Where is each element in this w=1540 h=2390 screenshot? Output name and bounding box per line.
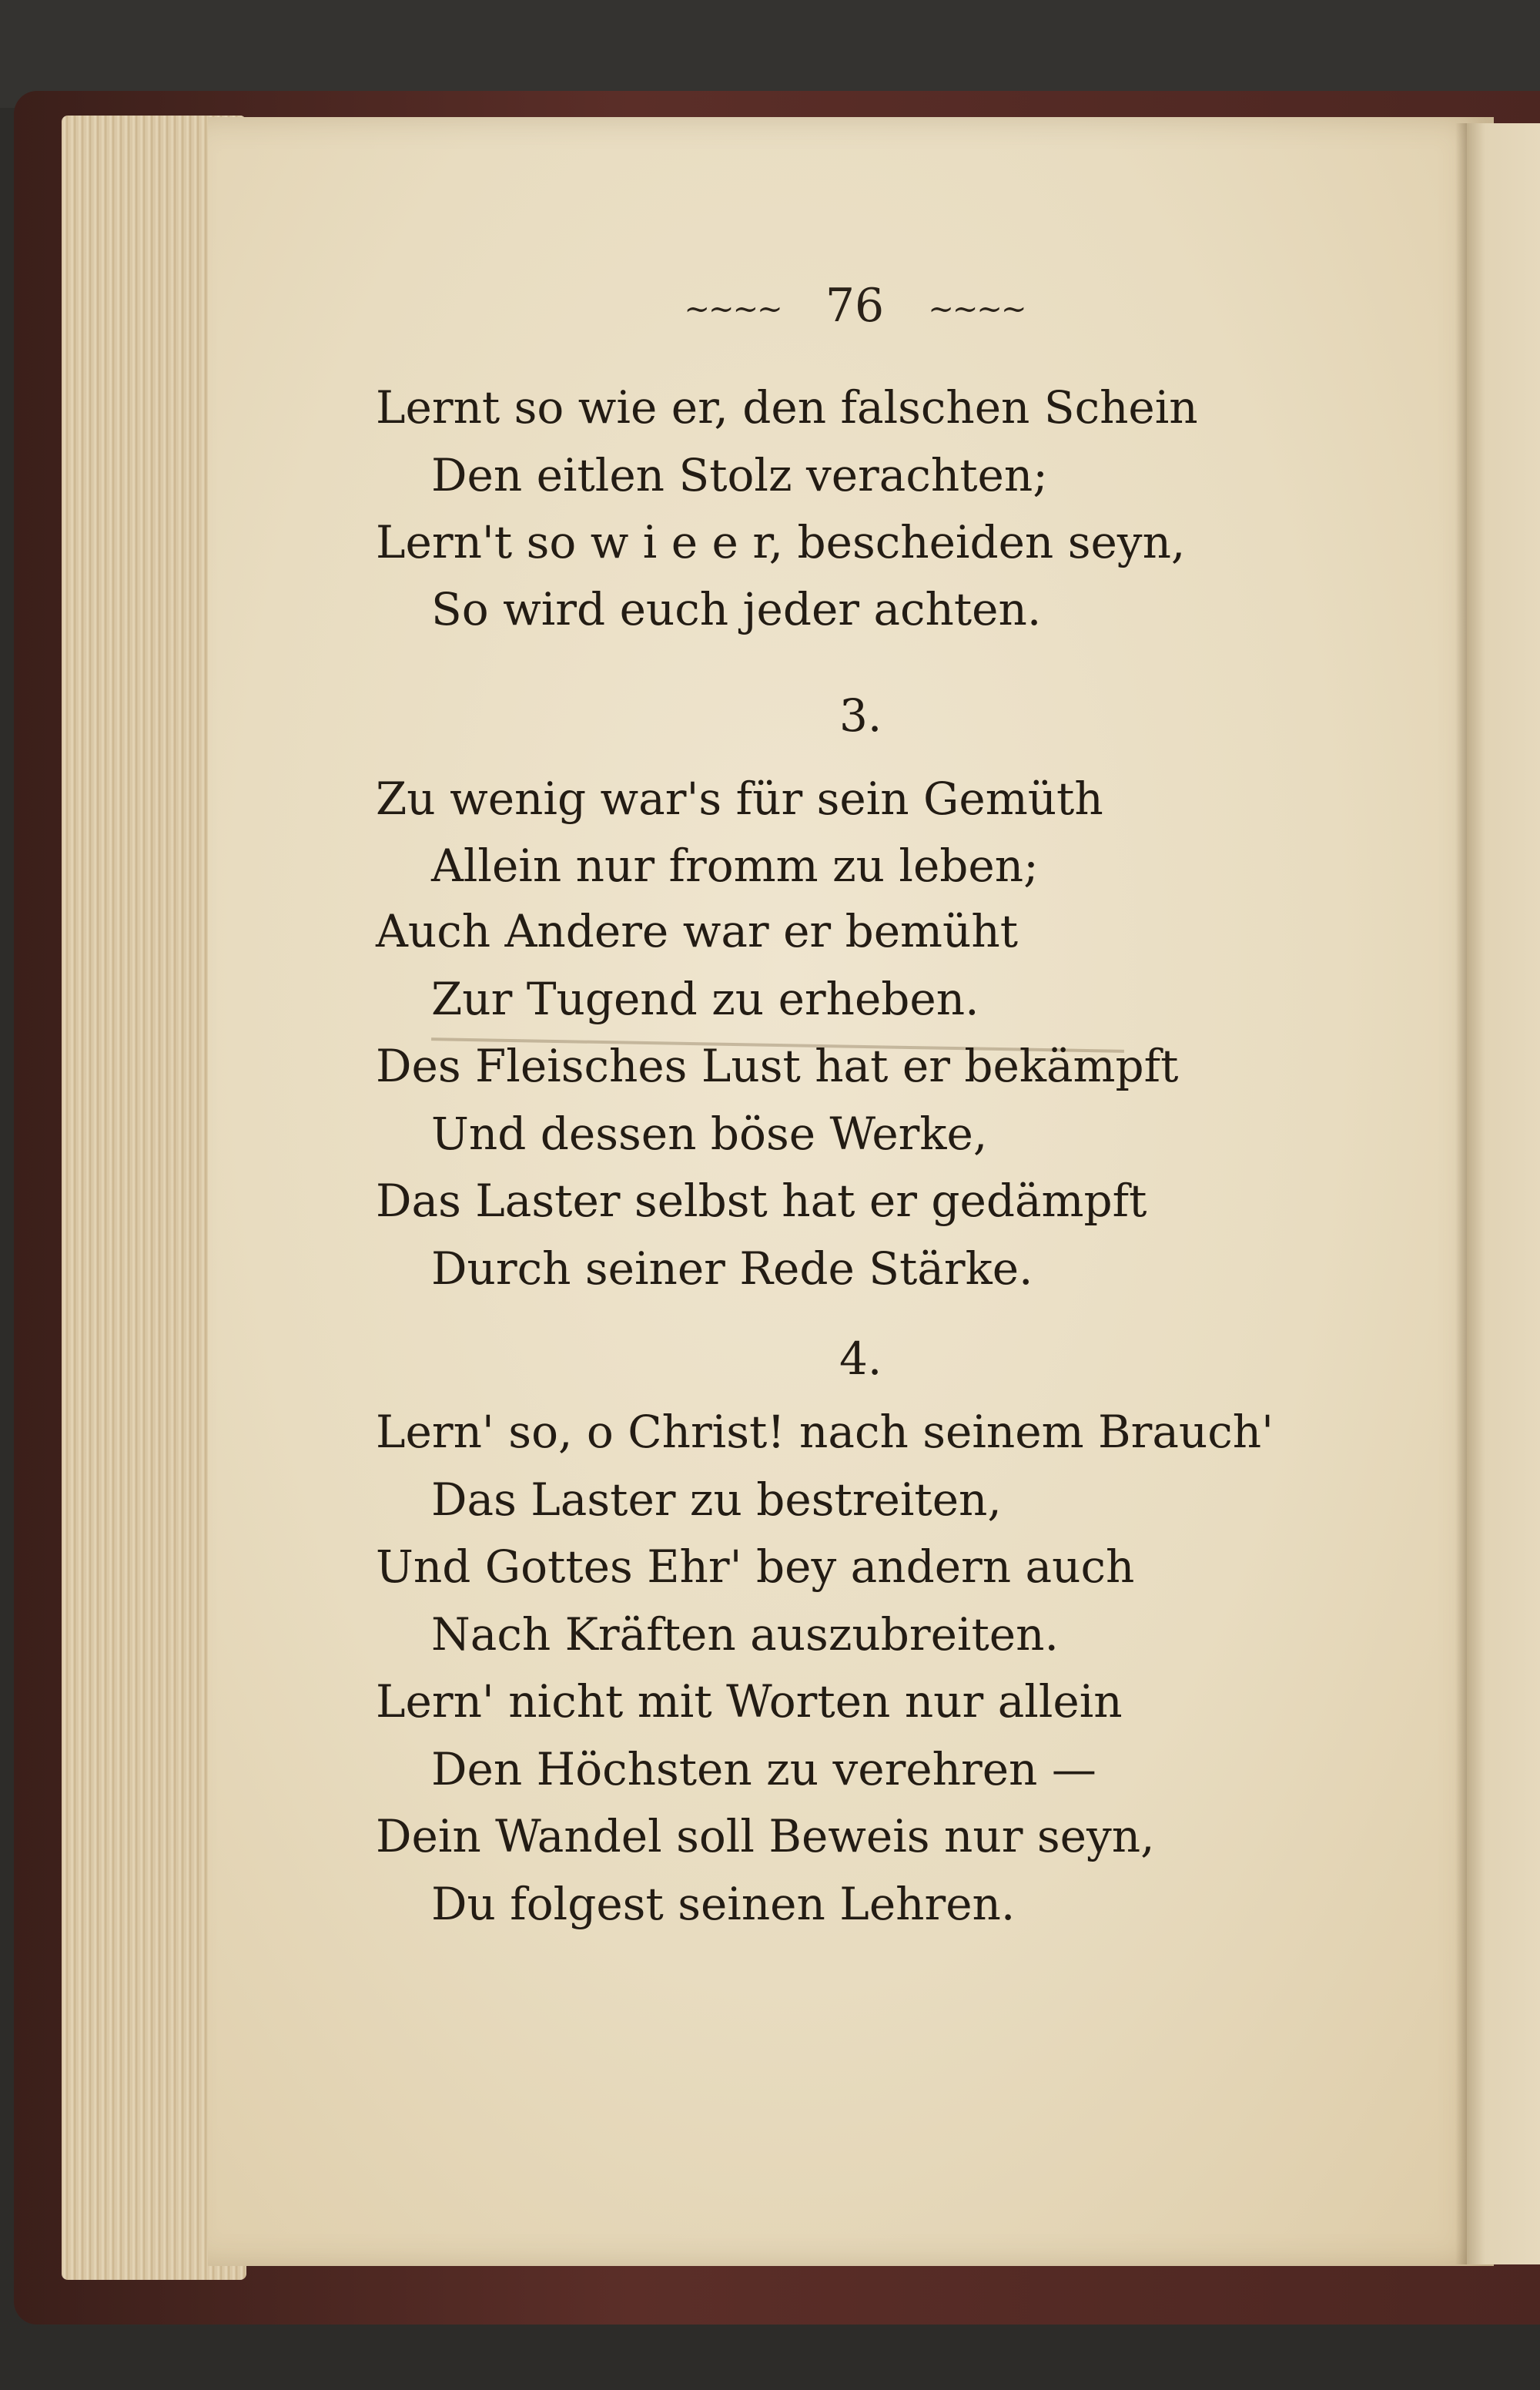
facing-page-edge bbox=[1467, 123, 1540, 2264]
verse-line: Zu wenig war's für sein Gemüth bbox=[376, 773, 1103, 825]
verse-line: Allein nur fromm zu leben; bbox=[431, 840, 1039, 892]
verse-line: Dein Wandel soll Beweis nur seyn, bbox=[376, 1810, 1155, 1862]
verse-line: Und Gottes Ehr' bey andern auch bbox=[376, 1540, 1135, 1593]
verse-line: Nach Kräften auszubreiten. bbox=[431, 1608, 1059, 1661]
verse-line: Und dessen böse Werke, bbox=[431, 1108, 988, 1160]
verse-line: Den Höchsten zu verehren — bbox=[431, 1743, 1096, 1795]
verse-line: Du folgest seinen Lehren. bbox=[431, 1878, 1016, 1930]
verse-line: Das Laster selbst hat er gedämpft bbox=[376, 1175, 1147, 1227]
verse-line: Lern' nicht mit Worten nur allein bbox=[376, 1675, 1123, 1728]
page-number: 76 bbox=[825, 279, 885, 333]
verse-line: Den eitlen Stolz verachten; bbox=[431, 449, 1048, 501]
stanza-number: 3. bbox=[839, 689, 882, 742]
verse-line: Lernt so wie er, den falschen Schein bbox=[376, 381, 1198, 434]
header-ornament-left: ~~~~ bbox=[684, 291, 782, 327]
header-ornament-right: ~~~~ bbox=[928, 291, 1026, 327]
verse-line: Lern't so w i e e r, bescheiden seyn, bbox=[376, 516, 1186, 568]
stanza-number: 4. bbox=[839, 1332, 882, 1385]
verse-line: Zur Tugend zu erheben. bbox=[431, 973, 979, 1025]
verse-line: So wird euch jeder achten. bbox=[431, 583, 1042, 635]
verse-line: Auch Andere war er bemüht bbox=[376, 905, 1019, 957]
page-header bbox=[670, 279, 1040, 333]
verse-line: Des Fleisches Lust hat er bekämpft bbox=[376, 1040, 1179, 1092]
verse-line: Durch seiner Rede Stärke. bbox=[431, 1242, 1033, 1295]
verse-line: Das Laster zu bestreiten, bbox=[431, 1473, 1002, 1526]
verse-line: Lern' so, o Christ! nach seinem Brauch' bbox=[376, 1406, 1274, 1458]
